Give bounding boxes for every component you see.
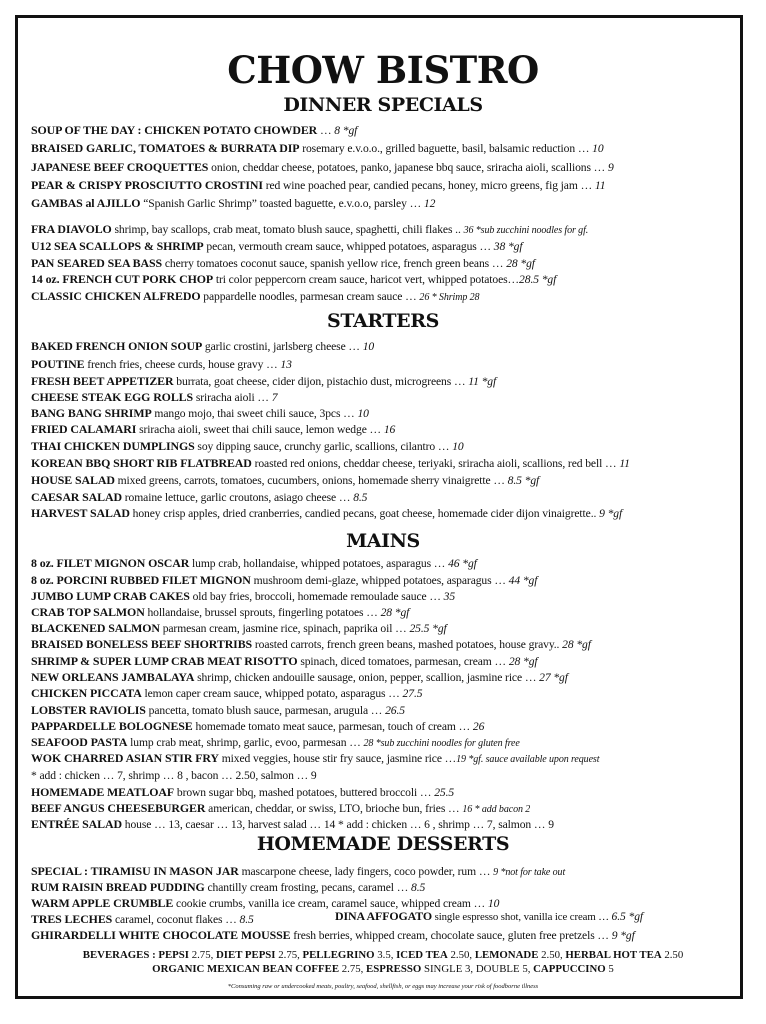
item-name: THAI CHICKEN DUMPLINGS [31, 439, 195, 453]
item-desc: pecan, vermouth cream sauce, whipped potatoes, asparagus … [203, 240, 494, 253]
item-desc: mango mojo, thai sweet chili sauce, 3pcs … [151, 407, 358, 420]
item-desc: caramel, coconut flakes … [112, 913, 240, 926]
beverage-name: HERBAL HOT TEA [565, 949, 662, 961]
item-desc: romaine lettuce, garlic croutons, asiago cheese … [121, 491, 354, 504]
item-price: 36 *sub zucchini noodles for gf. [463, 225, 589, 236]
item-name: DINA AFFOGATO [335, 909, 433, 923]
item-desc: soy dipping sauce, crunchy garlic, scallions, cilantro … [194, 440, 453, 453]
item-name: JAPANESE BEEF CROQUETTES [31, 160, 209, 174]
item-price: 35 [443, 590, 456, 603]
item-price: 9 *not for take out [493, 867, 566, 878]
menu-item [31, 221, 751, 239]
item-name: WARM APPLE CRUMBLE [31, 896, 174, 910]
beverages-label: BEVERAGES : [82, 949, 159, 961]
menu-item [31, 177, 751, 194]
item-price: 9 [607, 161, 614, 174]
menu-item [31, 588, 751, 605]
menu-item [31, 159, 751, 176]
beverage-price: 2.50, [447, 949, 475, 961]
item-name: KOREAN BBQ SHORT RIB FLATBREAD [31, 456, 252, 470]
beverage-price: 2.50 [661, 949, 684, 961]
item-desc: rosemary e.v.o.o., grilled baguette, basil, balsamic reduction … [299, 142, 593, 155]
menu-item [31, 356, 751, 373]
item-name: 8 oz. PORCINI RUBBED FILET MIGNON [31, 573, 251, 587]
item-name: U12 SEA SCALLOPS & SHRIMP [31, 239, 204, 253]
item-name: BRAISED GARLIC, TOMATOES & BURRATA DIP [31, 141, 300, 155]
item-price: 27.5 [402, 687, 423, 700]
item-price: 13 [280, 358, 292, 371]
item-price: 10 [592, 142, 604, 155]
item-name: FRESH BEET APPETIZER [31, 374, 174, 388]
item-desc: old bay fries, broccoli, homemade remoulade sauce … [189, 590, 444, 603]
item-desc: … [317, 124, 335, 137]
item-price: 16 [383, 423, 396, 436]
item-price: 8.5 [411, 881, 426, 894]
item-name: SHRIMP & SUPER LUMP CRAB MEAT RISOTTO [31, 654, 298, 668]
menu-item [31, 140, 751, 157]
item-desc: lump crab, hollandaise, whipped potatoes, asparagus … [189, 557, 449, 570]
item-desc: sriracha aioli … [193, 391, 272, 404]
menu-item [31, 636, 751, 653]
menu-item [31, 389, 751, 406]
menu-item [31, 927, 751, 944]
beverage-name: ESPRESSO [366, 963, 422, 975]
item-price: 10 [362, 340, 375, 353]
item-name: HOUSE SALAD [31, 473, 115, 487]
menu-item [31, 718, 751, 735]
item-desc: roasted red onions, cheddar cheese, teriyaki, sriracha aioli, scallions, red bell … [251, 457, 620, 470]
beverage-name: ICED TEA [396, 949, 448, 961]
restaurant-title: CHOW BISTRO [227, 48, 539, 92]
item-name: SPECIAL : TIRAMISU IN MASON JAR [31, 864, 239, 878]
menu-item [31, 505, 751, 522]
item-price: 7 [271, 391, 278, 404]
item-price: 25.5 [434, 786, 455, 799]
item-name: SOUP OF THE DAY : CHICKEN POTATO CHOWDER [31, 123, 318, 137]
beverage-price: 2.75, [189, 949, 216, 961]
item-name: FRA DIAVOLO [31, 222, 112, 236]
beverage-price: 3.5, [374, 949, 397, 961]
item-desc: chantilly cream frosting, pecans, caramel … [204, 881, 412, 894]
item-desc: shrimp, chicken andouille sausage, onion, pepper, scallion, jasmine rice … [194, 671, 540, 684]
item-name: CAESAR SALAD [31, 490, 122, 504]
item-desc: american, cheddar, or swiss, LTO, brioche bun, fries … [205, 802, 463, 815]
item-name: ENTRÉE SALAD [31, 817, 122, 831]
beverage-name: ORGANIC MEXICAN BEAN COFFEE [152, 963, 340, 975]
item-price: 26.5 [385, 704, 405, 717]
item-price: 12 [423, 197, 436, 210]
item-desc: pancetta, tomato blush sauce, parmesan, arugula … [145, 704, 386, 717]
item-price: 16 * add bacon 2 [462, 804, 531, 815]
item-desc: “Spanish Garlic Shrimp” toasted baguette, e.v.o.o, parsley … [140, 197, 424, 210]
item-desc: cookie crumbs, vanilla ice cream, caramel sauce, whipped cream … [173, 897, 488, 910]
item-price: 9 *gf [599, 507, 623, 520]
beverages-line-2 [0, 962, 766, 977]
menu-item [31, 784, 751, 801]
menu-item [31, 255, 751, 272]
menu-item [31, 879, 751, 896]
item-desc: burrata, goat cheese, cider dijon, pistachio dust, microgreens … [173, 375, 469, 388]
item-name: RUM RAISIN BREAD PUDDING [31, 880, 205, 894]
item-name: POUTINE [31, 357, 85, 371]
item-desc: brown sugar bbq, mashed potatoes, buttered broccoli … [174, 786, 435, 799]
item-name: PAPPARDELLE BOLOGNESE [31, 719, 193, 733]
item-price: 8.5 [239, 913, 254, 926]
item-name: 14 oz. FRENCH CUT PORK CHOP [31, 272, 214, 286]
item-price: 26 * Shrimp 28 [419, 292, 480, 303]
menu-item [31, 555, 751, 572]
item-desc: homemade tomato meat sauce, parmesan, touch of cream … [192, 720, 473, 733]
beverage-name: LEMONADE [474, 949, 539, 961]
item-price: 38 *gf [493, 240, 523, 253]
item-price: 10 [452, 440, 464, 453]
beverage-price: 2.75, [339, 963, 367, 975]
item-desc: mixed greens, carrots, tomatoes, cucumbers, onions, homemade sherry vinaigrette … [114, 474, 508, 487]
menu-item [31, 750, 751, 768]
item-price: 6.5 *gf [611, 910, 644, 923]
menu-item [31, 195, 751, 212]
item-price: 28 *gf [380, 606, 410, 619]
item-price: 10 [487, 897, 500, 910]
item-name: TRES LECHES [31, 912, 113, 926]
item-price: 11 *gf [468, 375, 497, 388]
item-desc: spinach, diced tomatoes, parmesan, cream … [297, 655, 509, 668]
menu-item-affogato [335, 908, 735, 925]
menu-item [31, 572, 751, 589]
menu-item [31, 685, 751, 702]
item-name: FRIED CALAMARI [31, 422, 137, 436]
menu-item [31, 620, 751, 637]
item-name: PAN SEARED SEA BASS [31, 256, 163, 270]
item-desc: garlic crostini, jarlsberg cheese … [202, 340, 363, 353]
item-name: SEAFOOD PASTA [31, 735, 128, 749]
item-price: 28 *gf [562, 638, 591, 651]
menu-item [31, 288, 751, 306]
item-price: 8.5 *gf [507, 474, 540, 487]
menu-item [31, 421, 751, 438]
item-desc: mascarpone cheese, lady fingers, coco powder, rum … [238, 865, 494, 878]
section-dinner-specials: DINNER SPECIALS [283, 94, 483, 116]
item-name: JUMBO LUMP CRAB CAKES [31, 589, 190, 603]
item-desc: parmesan cream, jasmine rice, spinach, paprika oil … [159, 622, 410, 635]
item-price: 28 *sub zucchini noodles for gluten free [363, 738, 520, 749]
beverage-price: 2.50, [538, 949, 566, 961]
item-name: BAKED FRENCH ONION SOUP [31, 339, 203, 353]
menu-item [31, 767, 751, 784]
item-name: CRAB TOP SALMON [31, 605, 145, 619]
item-desc: mixed veggies, house stir fry sauce, jasmine rice … [218, 752, 457, 765]
menu-item [31, 669, 751, 686]
item-price: 28.5 *gf [519, 273, 557, 286]
menu-item [31, 816, 751, 833]
item-desc: fresh berries, whipped cream, chocolate sauce, gluten free pretzels … [290, 929, 612, 942]
item-name: GHIRARDELLI WHITE CHOCOLATE MOUSSE [31, 928, 291, 942]
item-price: 46 *gf [448, 557, 477, 570]
item-desc: * add : chicken … 7, shrimp … 8 , bacon … 2.50, salmon … 9 [31, 769, 317, 782]
beverage-name: PEPSI [158, 949, 189, 961]
item-price: 26 [472, 720, 485, 733]
item-name: NEW ORLEANS JAMBALAYA [31, 670, 195, 684]
section-desserts: HOMEMADE DESSERTS [256, 833, 510, 855]
item-desc: cherry tomatoes coconut sauce, spanish yellow rice, french green beans … [162, 257, 507, 270]
menu-item [31, 271, 751, 288]
item-name: BANG BANG SHRIMP [31, 406, 152, 420]
beverage-name: DIET PEPSI [216, 949, 276, 961]
menu-item [31, 438, 751, 455]
item-price: 11 [619, 457, 630, 470]
menu-item [31, 472, 751, 489]
food-safety-footnote: *Consuming raw or undercooked meats, poultry, seafood, shellfish, or eggs may increase your risk of foodborne illness [227, 983, 539, 990]
item-price: 19 *gf. sauce available upon request [456, 754, 600, 765]
menu-item [31, 911, 331, 928]
item-name: PEAR & CRISPY PROSCIUTTO CROSTINI [31, 178, 263, 192]
item-price: 10 [357, 407, 369, 420]
item-desc: single espresso shot, vanilla ice cream … [432, 911, 612, 923]
item-price: 27 *gf [539, 671, 568, 684]
item-name: LOBSTER RAVIOLIS [31, 703, 146, 717]
item-desc: french fries, cheese curds, house gravy … [84, 358, 281, 371]
item-desc: mushroom demi-glaze, whipped potatoes, asparagus … [250, 574, 509, 587]
beverages-line-1 [0, 948, 766, 963]
item-price: 9 *gf [611, 929, 635, 942]
item-name: HARVEST SALAD [31, 506, 130, 520]
item-desc: tri color peppercorn cream sauce, haricot vert, whipped potatoes… [213, 273, 520, 286]
item-price: 11 [594, 179, 606, 192]
item-desc: red wine poached pear, candied pecans, honey, micro greens, fig jam … [262, 179, 595, 192]
item-desc: hollandaise, brussel sprouts, fingerling potatoes … [144, 606, 381, 619]
item-price: 8 *gf [334, 124, 358, 137]
section-mains: MAINS [346, 530, 420, 552]
item-price: 8.5 [353, 491, 368, 504]
item-name: CHEESE STEAK EGG ROLLS [31, 390, 194, 404]
menu-item [31, 338, 751, 355]
item-desc: pappardelle noodles, parmesan cream sauce … [200, 290, 420, 303]
menu-item [31, 373, 751, 390]
item-desc: honey crisp apples, dried cranberries, candied pecans, goat cheese, homemade cider dijon vinaigrette.. [129, 507, 600, 520]
item-name: WOK CHARRED ASIAN STIR FRY [31, 751, 219, 765]
menu-item [31, 405, 751, 422]
item-name: BRAISED BONELESS BEEF SHORTRIBS [31, 637, 253, 651]
beverage-name: CAPPUCCINO [533, 963, 606, 975]
item-price: 28 *gf [508, 655, 538, 668]
item-price: 25.5 *gf [409, 622, 447, 635]
item-desc: lemon caper cream sauce, whipped potato, asparagus … [141, 687, 403, 700]
menu-item [31, 489, 751, 506]
beverage-price: 2.75, [275, 949, 303, 961]
menu-item [31, 604, 751, 621]
item-desc: lump crab meat, shrimp, garlic, evoo, parmesan … [127, 736, 364, 749]
beverage-price: 5 [605, 963, 614, 975]
item-desc: house … 13, caesar … 13, harvest salad … 14 * add : chicken … 6 , shrimp … 7, salmon … 9 [121, 818, 554, 831]
menu-item [31, 702, 751, 719]
item-name: BLACKENED SALMON [31, 621, 160, 635]
item-name: BEEF ANGUS CHEESEBURGER [31, 801, 206, 815]
item-desc: roasted carrots, french green beans, mashed potatoes, house gravy.. [252, 638, 563, 651]
menu-item [31, 455, 751, 472]
item-price: 44 *gf [508, 574, 538, 587]
item-price: 28 *gf [506, 257, 535, 270]
menu-item [31, 122, 751, 139]
item-name: GAMBAS al AJILLO [31, 196, 141, 210]
item-desc: shrimp, bay scallops, crab meat, tomato blush sauce, spaghetti, chili flakes .. [111, 223, 464, 236]
item-name: HOMEMADE MEATLOAF [31, 785, 175, 799]
item-desc: onion, cheddar cheese, potatoes, panko, japanese bbq sauce, sriracha aioli, scallions … [208, 161, 608, 174]
menu-item [31, 238, 751, 255]
section-starters: STARTERS [327, 310, 439, 332]
beverage-price: SINGLE 3, DOUBLE 5, [421, 963, 534, 975]
item-name: CHICKEN PICCATA [31, 686, 142, 700]
item-name: 8 oz. FILET MIGNON OSCAR [31, 556, 190, 570]
item-name: CLASSIC CHICKEN ALFREDO [31, 289, 201, 303]
item-desc: sriracha aioli, sweet thai chili sauce, lemon wedge … [136, 423, 384, 436]
beverage-name: PELLEGRINO [302, 949, 375, 961]
menu-item [31, 653, 751, 670]
